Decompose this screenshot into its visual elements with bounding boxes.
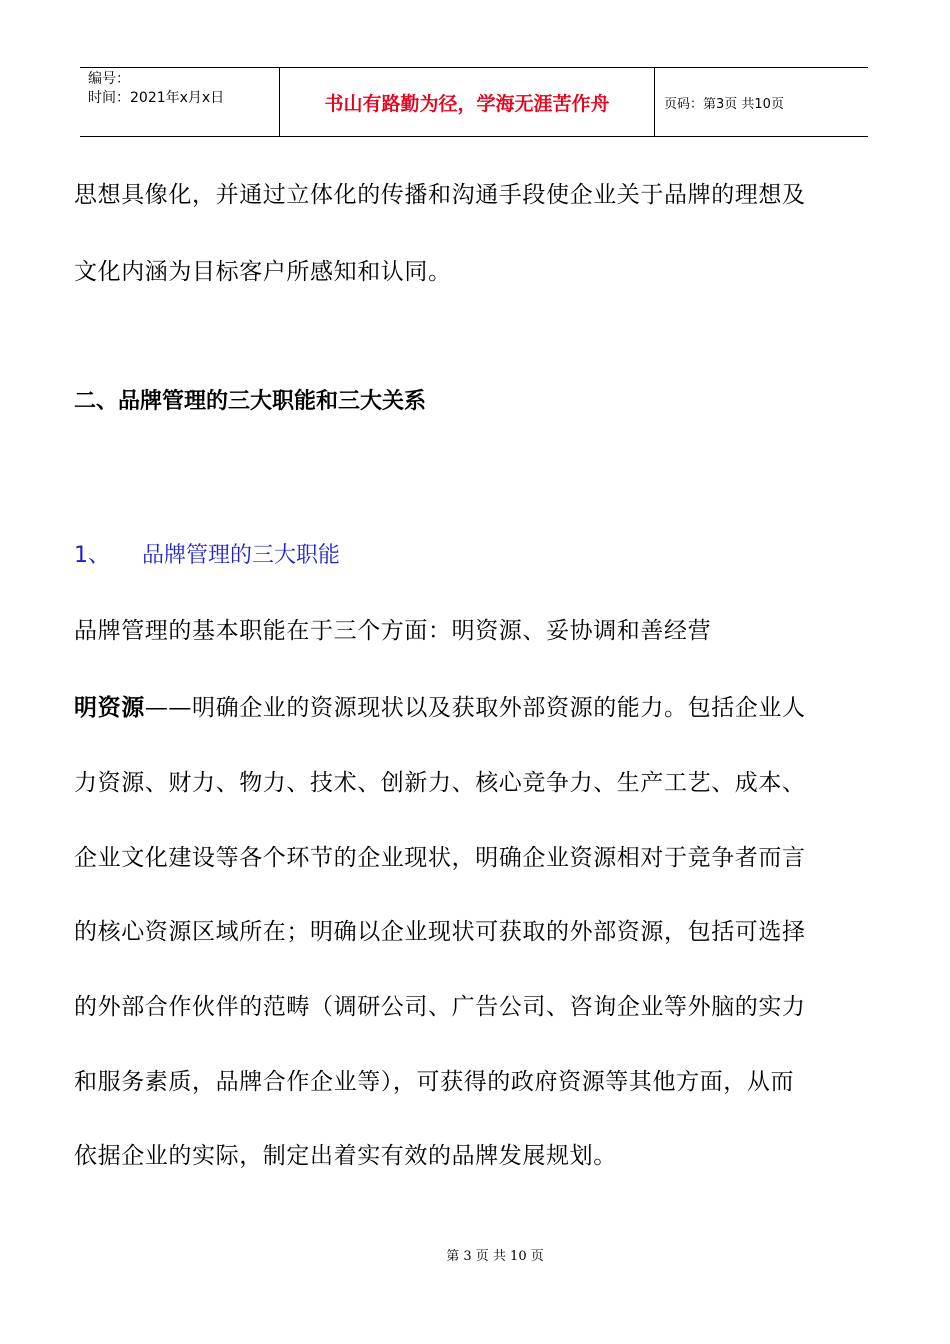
header-meta xyxy=(80,68,280,136)
summary-line: 品牌管理的基本职能在于三个方面：明资源、妥协调和善经营 xyxy=(74,618,712,644)
ming-ziyuan-first-rest: ——明确企业的资源现状以及获取外部资源的能力。包括企业人 xyxy=(144,695,806,721)
ming-ziyuan-line-1 xyxy=(74,689,878,722)
body-line: 企业文化建设等各个环节的企业现状，明确企业资源相对于竞争者而言 xyxy=(74,845,806,871)
page-header xyxy=(80,67,868,137)
header-motto: 书山有路勤为径，学海无涯苦作舟 xyxy=(280,68,655,136)
time-label: 时间：2021年x月x日 xyxy=(88,90,225,106)
section-heading: 二、品牌管理的三大职能和三大关系 xyxy=(74,389,427,414)
number-label: 编号： xyxy=(88,71,130,87)
subsection-number: 1、 xyxy=(74,543,110,568)
body-line: 和服务素质，品牌合作企业等），可获得的政府资源等其他方面，从而 xyxy=(74,1069,795,1095)
ming-ziyuan-term: 明资源 xyxy=(74,695,145,721)
body-line: 依据企业的实际，制定出着实有效的品牌发展规划。 xyxy=(74,1143,617,1169)
intro-line-1: 思想具像化，并通过立体化的传播和沟通手段使企业关于品牌的理想及 xyxy=(74,182,806,208)
subsection-title: 品牌管理的三大职能 xyxy=(142,543,341,568)
intro-line-2: 文化内涵为目标客户所感知和认同。 xyxy=(74,259,452,285)
page-footer: 第 3 页 共 10 页 xyxy=(446,1249,544,1264)
body-line: 的外部合作伙伴的范畴（调研公司、广告公司、咨询企业等外脑的实力 xyxy=(74,994,806,1020)
body-line: 力资源、财力、物力、技术、创新力、核心竞争力、生产工艺、成本、 xyxy=(74,770,806,796)
body-line: 的核心资源区域所在；明确以企业现状可获取的外部资源，包括可选择 xyxy=(74,919,806,945)
header-page-code: 页码：第3页 共10页 xyxy=(664,96,784,112)
subsection-heading xyxy=(74,538,340,569)
